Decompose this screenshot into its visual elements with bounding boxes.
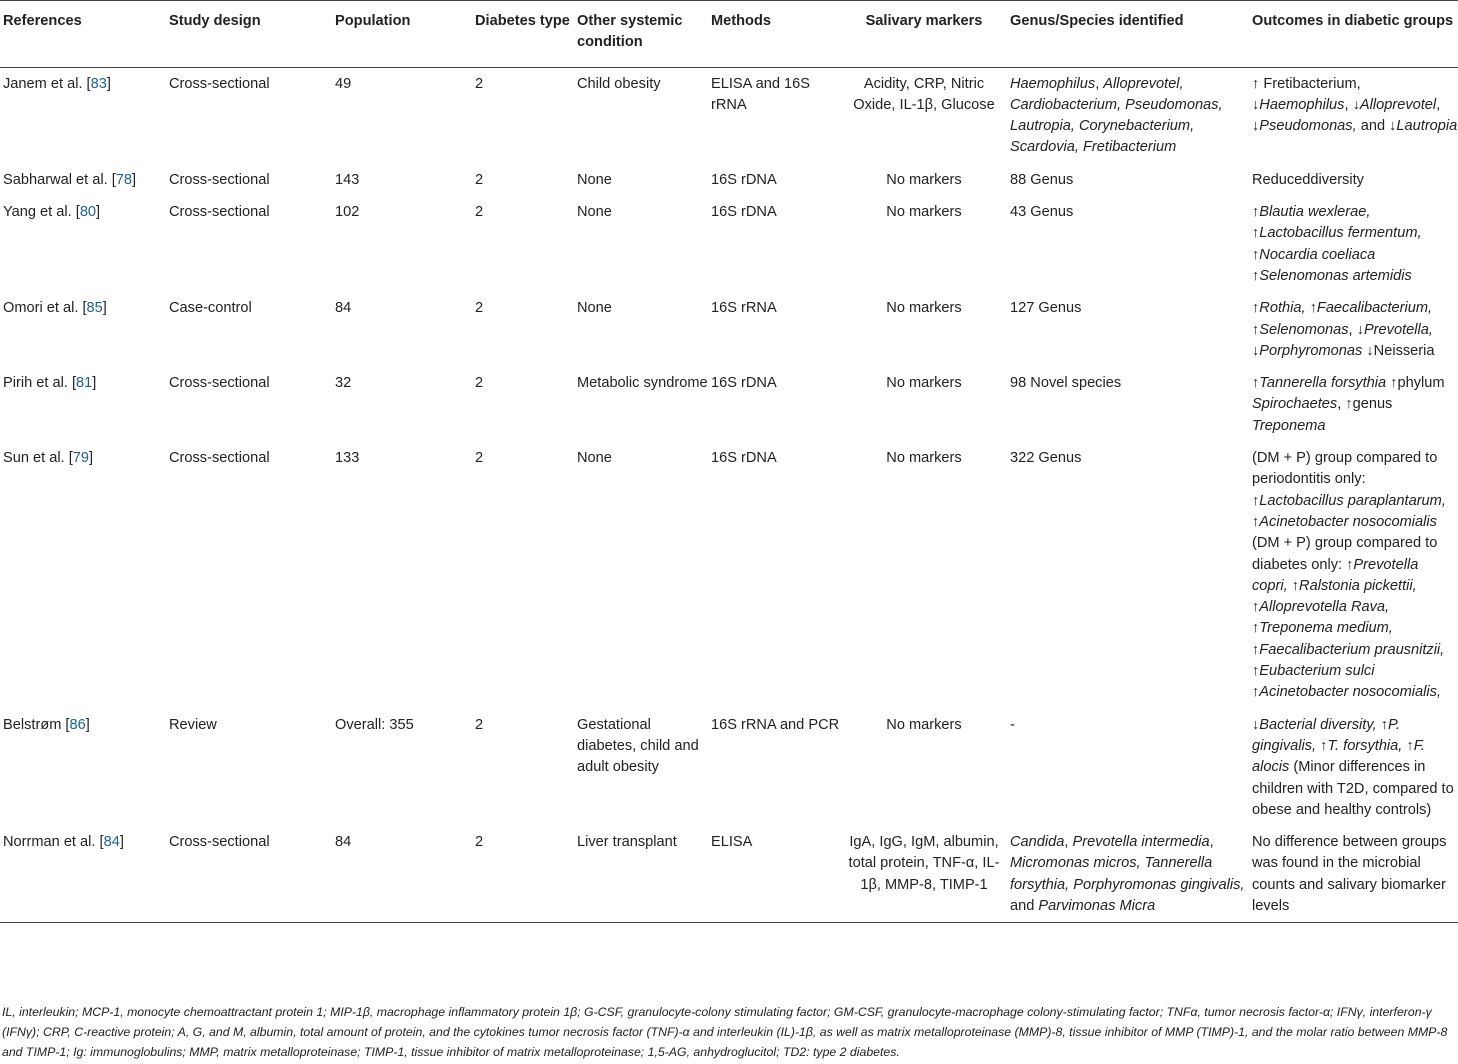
text-fragment: ↑ — [1252, 204, 1260, 221]
taxon-name: Pseudomonas, — [1259, 118, 1357, 135]
cell-reference: Belstrøm [86] — [3, 716, 90, 733]
header-diabetes-type: Diabetes type — [475, 13, 570, 29]
cell-salivary-markers: No markers — [886, 171, 962, 188]
cell-genus-species — [1007, 442, 1249, 709]
reference-author: Omori et al. [ — [3, 300, 87, 317]
cell-population: 84 — [335, 300, 352, 317]
text-fragment: ↑ Fretibacterium, ↓ — [1252, 75, 1361, 113]
text-fragment: ↑ — [1252, 663, 1260, 680]
cell-outcomes — [1249, 826, 1458, 923]
taxon-name: Micromonas micros, Tannerella forsythia, Porphyromonas gingivalis, — [1010, 855, 1245, 893]
text-fragment: and — [1010, 897, 1039, 914]
table-footnote: IL, interleukin; MCP-1, monocyte chemoattractant protein 1; MIP-1β, macrophage inflammatory protein 1β; G-CSF, granulocyte-colony stimulating factor; GM-CSF, granulocyte-macrophage colony-stimulating factor; TNFα, tumor necrosis factor-α; IFNγ, interferon-γ (IFNγ); CRP, C-reactive protein; A, G, and M, albumin, total amount of protein, and the cytokines tumor necrosis factor (TNF)-α and interleukin (IL)-1β, as well as matrix metalloproteinase (MMP)-8, tissue inhibitor of MMP (TIMP)-1, and the molar ratio between MMP-8 and TIMP-1; Ig: immunoglobulins; MMP, matrix metalloproteinase; TIMP-1, tissue inhibitor of matrix metalloproteinase; 1,5-AG, anhydroglucitol; TD2: type 2 diabetes. — [2, 1005, 1448, 1059]
cell-reference: Sun et al. [79] — [3, 450, 94, 467]
text-fragment: , — [1064, 834, 1073, 851]
header-study-design: Study design — [169, 13, 261, 29]
table-body — [0, 67, 1458, 923]
reference-author: Yang et al. [ — [3, 204, 80, 221]
cell-salivary-markers: No markers — [886, 204, 962, 221]
text-fragment: ↓Neisseria — [1362, 342, 1435, 359]
taxon-name: Alloprevotella Rava, — [1259, 599, 1390, 616]
taxon-name: F. alocis — [1252, 737, 1425, 776]
table-header — [0, 1, 1458, 68]
cell-genus-species — [1007, 709, 1249, 826]
table-row — [0, 292, 1458, 367]
text-fragment: ↑ — [1376, 716, 1388, 733]
table-row — [0, 367, 1458, 442]
cell-diabetes-type: 2 — [475, 75, 484, 92]
table-row — [0, 442, 1458, 709]
cell-salivary-markers: Acidity, CRP, Nitric Oxide, IL-1β, Glucose — [853, 75, 995, 113]
cell-outcomes — [1249, 367, 1458, 442]
cell-diabetes-type: 2 — [475, 375, 484, 392]
cell-reference: Janem et al. [83] — [3, 75, 111, 92]
cell-population: Overall: 355 — [335, 716, 414, 733]
cell-other-condition: None — [577, 171, 612, 188]
cell-study-design: Cross-sectional — [169, 450, 270, 467]
text-fragment: 322 Genus — [1010, 450, 1082, 467]
cell-genus-species — [1007, 67, 1249, 164]
cell-other-condition: Gestational diabetes, child and adult obesity — [577, 716, 699, 776]
text-fragment: ↑ — [1252, 300, 1260, 317]
cell-diabetes-type: 2 — [475, 450, 484, 467]
taxon-name: Eubacterium sulci — [1259, 663, 1375, 680]
cell-study-design: Case-control — [169, 300, 252, 317]
reference-author: Sabharwal et al. [ — [3, 171, 116, 188]
cell-other-condition: Metabolic syndrome — [577, 375, 708, 392]
cell-outcomes — [1249, 196, 1458, 292]
cell-methods: 16S rDNA — [711, 375, 777, 392]
citation-link[interactable]: 81 — [76, 375, 93, 392]
citation-link[interactable]: 80 — [79, 204, 97, 221]
taxon-name: Acinetobacter nosocomialis, — [1259, 684, 1441, 701]
taxon-name: Haemophilus — [1010, 75, 1096, 92]
header-outcomes: Outcomes in diabetic groups — [1252, 13, 1454, 29]
reference-author: Pirih et al. [ — [3, 375, 76, 392]
text-fragment: , — [1209, 834, 1214, 851]
cell-salivary-markers: IgA, IgG, IgM, albumin, total protein, TNF-α, IL-1β, MMP-8, TIMP-1 — [848, 834, 1000, 893]
cell-diabetes-type: 2 — [475, 204, 484, 221]
text-fragment: ↑ — [1252, 321, 1260, 338]
text-fragment: 43 Genus — [1010, 204, 1074, 221]
cell-diabetes-type: 2 — [475, 834, 484, 851]
taxon-name: Spirochaetes — [1252, 396, 1338, 413]
text-fragment: ↑ — [1287, 577, 1300, 594]
taxon-name: Lactobacillus fermentum, — [1259, 225, 1422, 242]
taxon-name: Lactobacillus paraplantarum, — [1259, 492, 1446, 509]
text-fragment: (Minor differences in children with T2D, compared to obese and healthy controls) — [1252, 759, 1454, 818]
cell-reference: Yang et al. [80] — [3, 204, 101, 221]
cell-genus-species — [1007, 196, 1249, 292]
taxon-name: Treponema medium, — [1259, 620, 1393, 637]
cell-salivary-markers: No markers — [886, 300, 962, 317]
table-row — [0, 826, 1458, 923]
taxon-name: Faecalibacterium prausnitzii, — [1259, 641, 1445, 658]
taxon-name: T. forsythia, — [1327, 737, 1403, 754]
cell-other-condition: Child obesity — [577, 75, 661, 92]
taxon-name: Bacterial diversity, — [1259, 716, 1377, 733]
text-fragment: ↓ — [1252, 716, 1260, 733]
table-row — [0, 196, 1458, 292]
text-fragment: ↑ — [1252, 641, 1260, 658]
cell-population: 49 — [335, 75, 352, 92]
taxon-name: Ralstonia pickettii, — [1299, 577, 1417, 594]
cell-genus-species — [1007, 367, 1249, 442]
citation-link[interactable]: 84 — [103, 834, 120, 851]
cell-study-design: Cross-sectional — [169, 375, 270, 392]
cell-salivary-markers: No markers — [886, 716, 962, 733]
reference-author: Janem et al. [ — [3, 75, 91, 92]
cell-population: 84 — [335, 834, 352, 851]
taxon-name: Haemophilus — [1259, 96, 1345, 113]
text-fragment: ↑phylum — [1386, 375, 1445, 392]
cell-study-design: Cross-sectional — [169, 834, 270, 851]
cell-genus-species — [1007, 292, 1249, 367]
taxon-name: Treponema — [1252, 417, 1326, 434]
text-fragment: and ↓ — [1356, 118, 1397, 135]
table-row — [0, 67, 1458, 164]
taxon-name: Acinetobacter nosocomialis — [1259, 513, 1437, 530]
text-fragment: ↓ — [1252, 342, 1260, 359]
reference-author: Belstrøm [ — [3, 716, 70, 733]
taxon-name: Lautropia — [1396, 118, 1458, 135]
cell-outcomes — [1249, 292, 1458, 367]
cell-methods: ELISA and 16S rRNA — [711, 75, 810, 113]
header-salivary-markers: Salivary markers — [865, 13, 983, 29]
table-row — [0, 164, 1458, 196]
cell-study-design: Cross-sectional — [169, 75, 270, 92]
table-row — [0, 709, 1458, 826]
header-population: Population — [335, 13, 411, 29]
cell-diabetes-type: 2 — [475, 171, 484, 188]
citation-link[interactable]: 86 — [69, 716, 86, 733]
taxon-name: Selenomonas artemidis — [1259, 267, 1412, 284]
taxon-name: Nocardia coeliaca — [1259, 246, 1376, 263]
taxon-name: Prevotella, — [1363, 321, 1433, 338]
text-fragment: ↑ — [1316, 737, 1328, 754]
citation-link[interactable]: 83 — [90, 75, 107, 92]
cell-study-design: Cross-sectional — [169, 204, 270, 221]
text-fragment: , ↑genus — [1337, 396, 1393, 413]
text-fragment: ↑ — [1252, 225, 1260, 242]
reference-author: Sun et al. [ — [3, 450, 73, 467]
taxon-name: Alloprevotel — [1359, 96, 1437, 113]
citation-link[interactable]: 85 — [86, 300, 103, 317]
cell-methods: 16S rRNA and PCR — [711, 716, 840, 733]
text-fragment: ↑ — [1252, 684, 1260, 701]
cell-population: 102 — [335, 204, 360, 221]
cell-outcomes — [1249, 164, 1458, 196]
taxon-name: Rothia, — [1259, 300, 1306, 317]
header-other-condition: Other systemic condition — [577, 13, 683, 51]
text-fragment: ↑ — [1252, 599, 1260, 616]
cell-other-condition: Liver transplant — [577, 834, 677, 851]
citation-link[interactable]: 79 — [72, 450, 90, 467]
cell-methods: 16S rDNA — [711, 450, 777, 467]
text-fragment: 127 Genus — [1010, 300, 1082, 317]
text-fragment: ↑ — [1252, 513, 1260, 530]
cell-reference: Omori et al. [85] — [3, 300, 107, 317]
citation-link[interactable]: 78 — [115, 171, 132, 188]
cell-other-condition: None — [577, 450, 612, 467]
cell-reference: Norrman et al. [84] — [3, 834, 124, 851]
cell-methods: 16S rDNA — [711, 204, 777, 221]
cell-outcomes — [1249, 67, 1458, 164]
header-methods: Methods — [711, 13, 771, 29]
cell-outcomes — [1249, 442, 1458, 709]
taxon-name: Alloprevotel, Cardiobacterium, Pseudomonas, Lautropia, Corynebacterium, Scardovia, Fretibacterium — [1010, 75, 1223, 156]
text-fragment: , ↓ — [1344, 96, 1360, 113]
cell-salivary-markers: No markers — [886, 375, 962, 392]
cell-study-design: Cross-sectional — [169, 171, 270, 188]
taxon-name: Prevotella copri, — [1252, 556, 1419, 594]
header-row — [0, 1, 1458, 68]
text-fragment: 98 Novel species — [1010, 375, 1122, 392]
cell-methods: 16S rDNA — [711, 171, 777, 188]
taxon-name: Selenomonas — [1259, 321, 1349, 338]
text-fragment: No difference between groups was found in the microbial counts and salivary biomarker levels — [1252, 834, 1447, 914]
cell-methods: 16S rRNA — [711, 300, 777, 317]
taxon-name: Porphyromonas — [1259, 342, 1363, 359]
cell-other-condition: None — [577, 204, 612, 221]
text-fragment: ↑ — [1252, 620, 1260, 637]
taxon-name: Parvimonas Micra — [1038, 897, 1156, 914]
text-fragment: ↑ — [1305, 300, 1317, 317]
text-fragment: (DM + P) group compared to diabetes only: ↑ — [1252, 535, 1438, 573]
taxon-name: Candida — [1010, 834, 1065, 851]
text-fragment: ↑ — [1402, 737, 1414, 754]
cell-diabetes-type: 2 — [475, 716, 484, 733]
reference-author: Norrman et al. [ — [3, 834, 104, 851]
cell-diabetes-type: 2 — [475, 300, 484, 317]
text-fragment: , ↓ — [1252, 96, 1441, 135]
taxon-name: P. gingivalis, — [1252, 716, 1400, 754]
cell-reference: Sabharwal et al. [78] — [3, 171, 137, 188]
cell-population: 32 — [335, 375, 352, 392]
header-genus-species: Genus/Species identified — [1010, 13, 1184, 29]
text-fragment: ↑ — [1252, 267, 1260, 284]
cell-other-condition: None — [577, 300, 612, 317]
cell-population: 133 — [335, 450, 360, 467]
text-fragment: 88 Genus — [1010, 171, 1074, 188]
text-fragment: ↑ — [1252, 375, 1260, 392]
cell-population: 143 — [335, 171, 360, 188]
taxon-name: Tannerella forsythia — [1259, 375, 1387, 392]
taxon-name: Prevotella intermedia — [1072, 834, 1210, 851]
text-fragment: ↑ — [1252, 246, 1260, 263]
cell-methods: ELISA — [711, 834, 753, 851]
text-fragment: - — [1010, 716, 1015, 733]
cell-genus-species — [1007, 164, 1249, 196]
taxon-name: Blautia wexlerae, — [1259, 204, 1371, 221]
cell-genus-species — [1007, 826, 1249, 923]
text-fragment: (DM + P) group compared to periodontitis only: ↑ — [1252, 450, 1438, 509]
header-references: References — [3, 13, 82, 29]
taxon-name: Faecalibacterium, — [1316, 300, 1433, 317]
cell-salivary-markers: No markers — [886, 450, 962, 467]
text-fragment: Reduceddiversity — [1252, 171, 1364, 188]
text-fragment: , — [1095, 75, 1104, 92]
cell-study-design: Review — [169, 716, 217, 733]
text-fragment: , ↓ — [1348, 321, 1364, 338]
cell-reference: Pirih et al. [81] — [3, 375, 97, 392]
cell-outcomes — [1249, 709, 1458, 826]
